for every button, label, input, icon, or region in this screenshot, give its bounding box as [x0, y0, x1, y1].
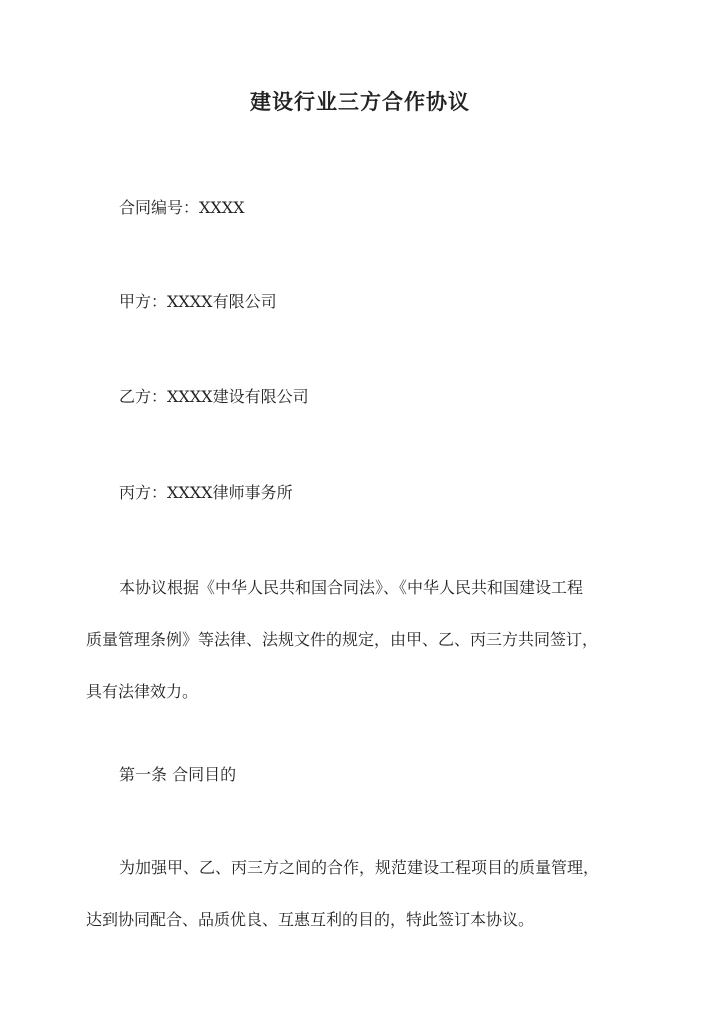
intro-line: 具有法律效力。	[86, 682, 199, 701]
article-1-paragraph	[86, 856, 646, 960]
party-c: 丙方：XXXX律师事务所	[119, 483, 293, 502]
party-a: 甲方：XXXX有限公司	[119, 292, 277, 311]
intro-line: 质量管理条例》等法律、法规文件的规定，由甲、乙、丙三方共同签订，	[86, 630, 599, 649]
document-title: 建设行业三方合作协议	[250, 89, 470, 114]
article-1-line: 为加强甲、乙、丙三方之间的合作，规范建设工程项目的质量管理，	[119, 858, 600, 877]
intro-paragraph	[86, 576, 646, 732]
intro-line: 本协议根据《中华人民共和国合同法》、《中华人民共和国建设工程	[119, 578, 584, 597]
article-1-line: 达到协同配合、品质优良、互惠互利的目的，特此签订本协议。	[86, 910, 535, 929]
party-b: 乙方：XXXX建设有限公司	[119, 387, 309, 406]
article-1-heading: 第一条 合同目的	[119, 765, 237, 784]
contract-number: 合同编号：XXXX	[119, 198, 245, 217]
